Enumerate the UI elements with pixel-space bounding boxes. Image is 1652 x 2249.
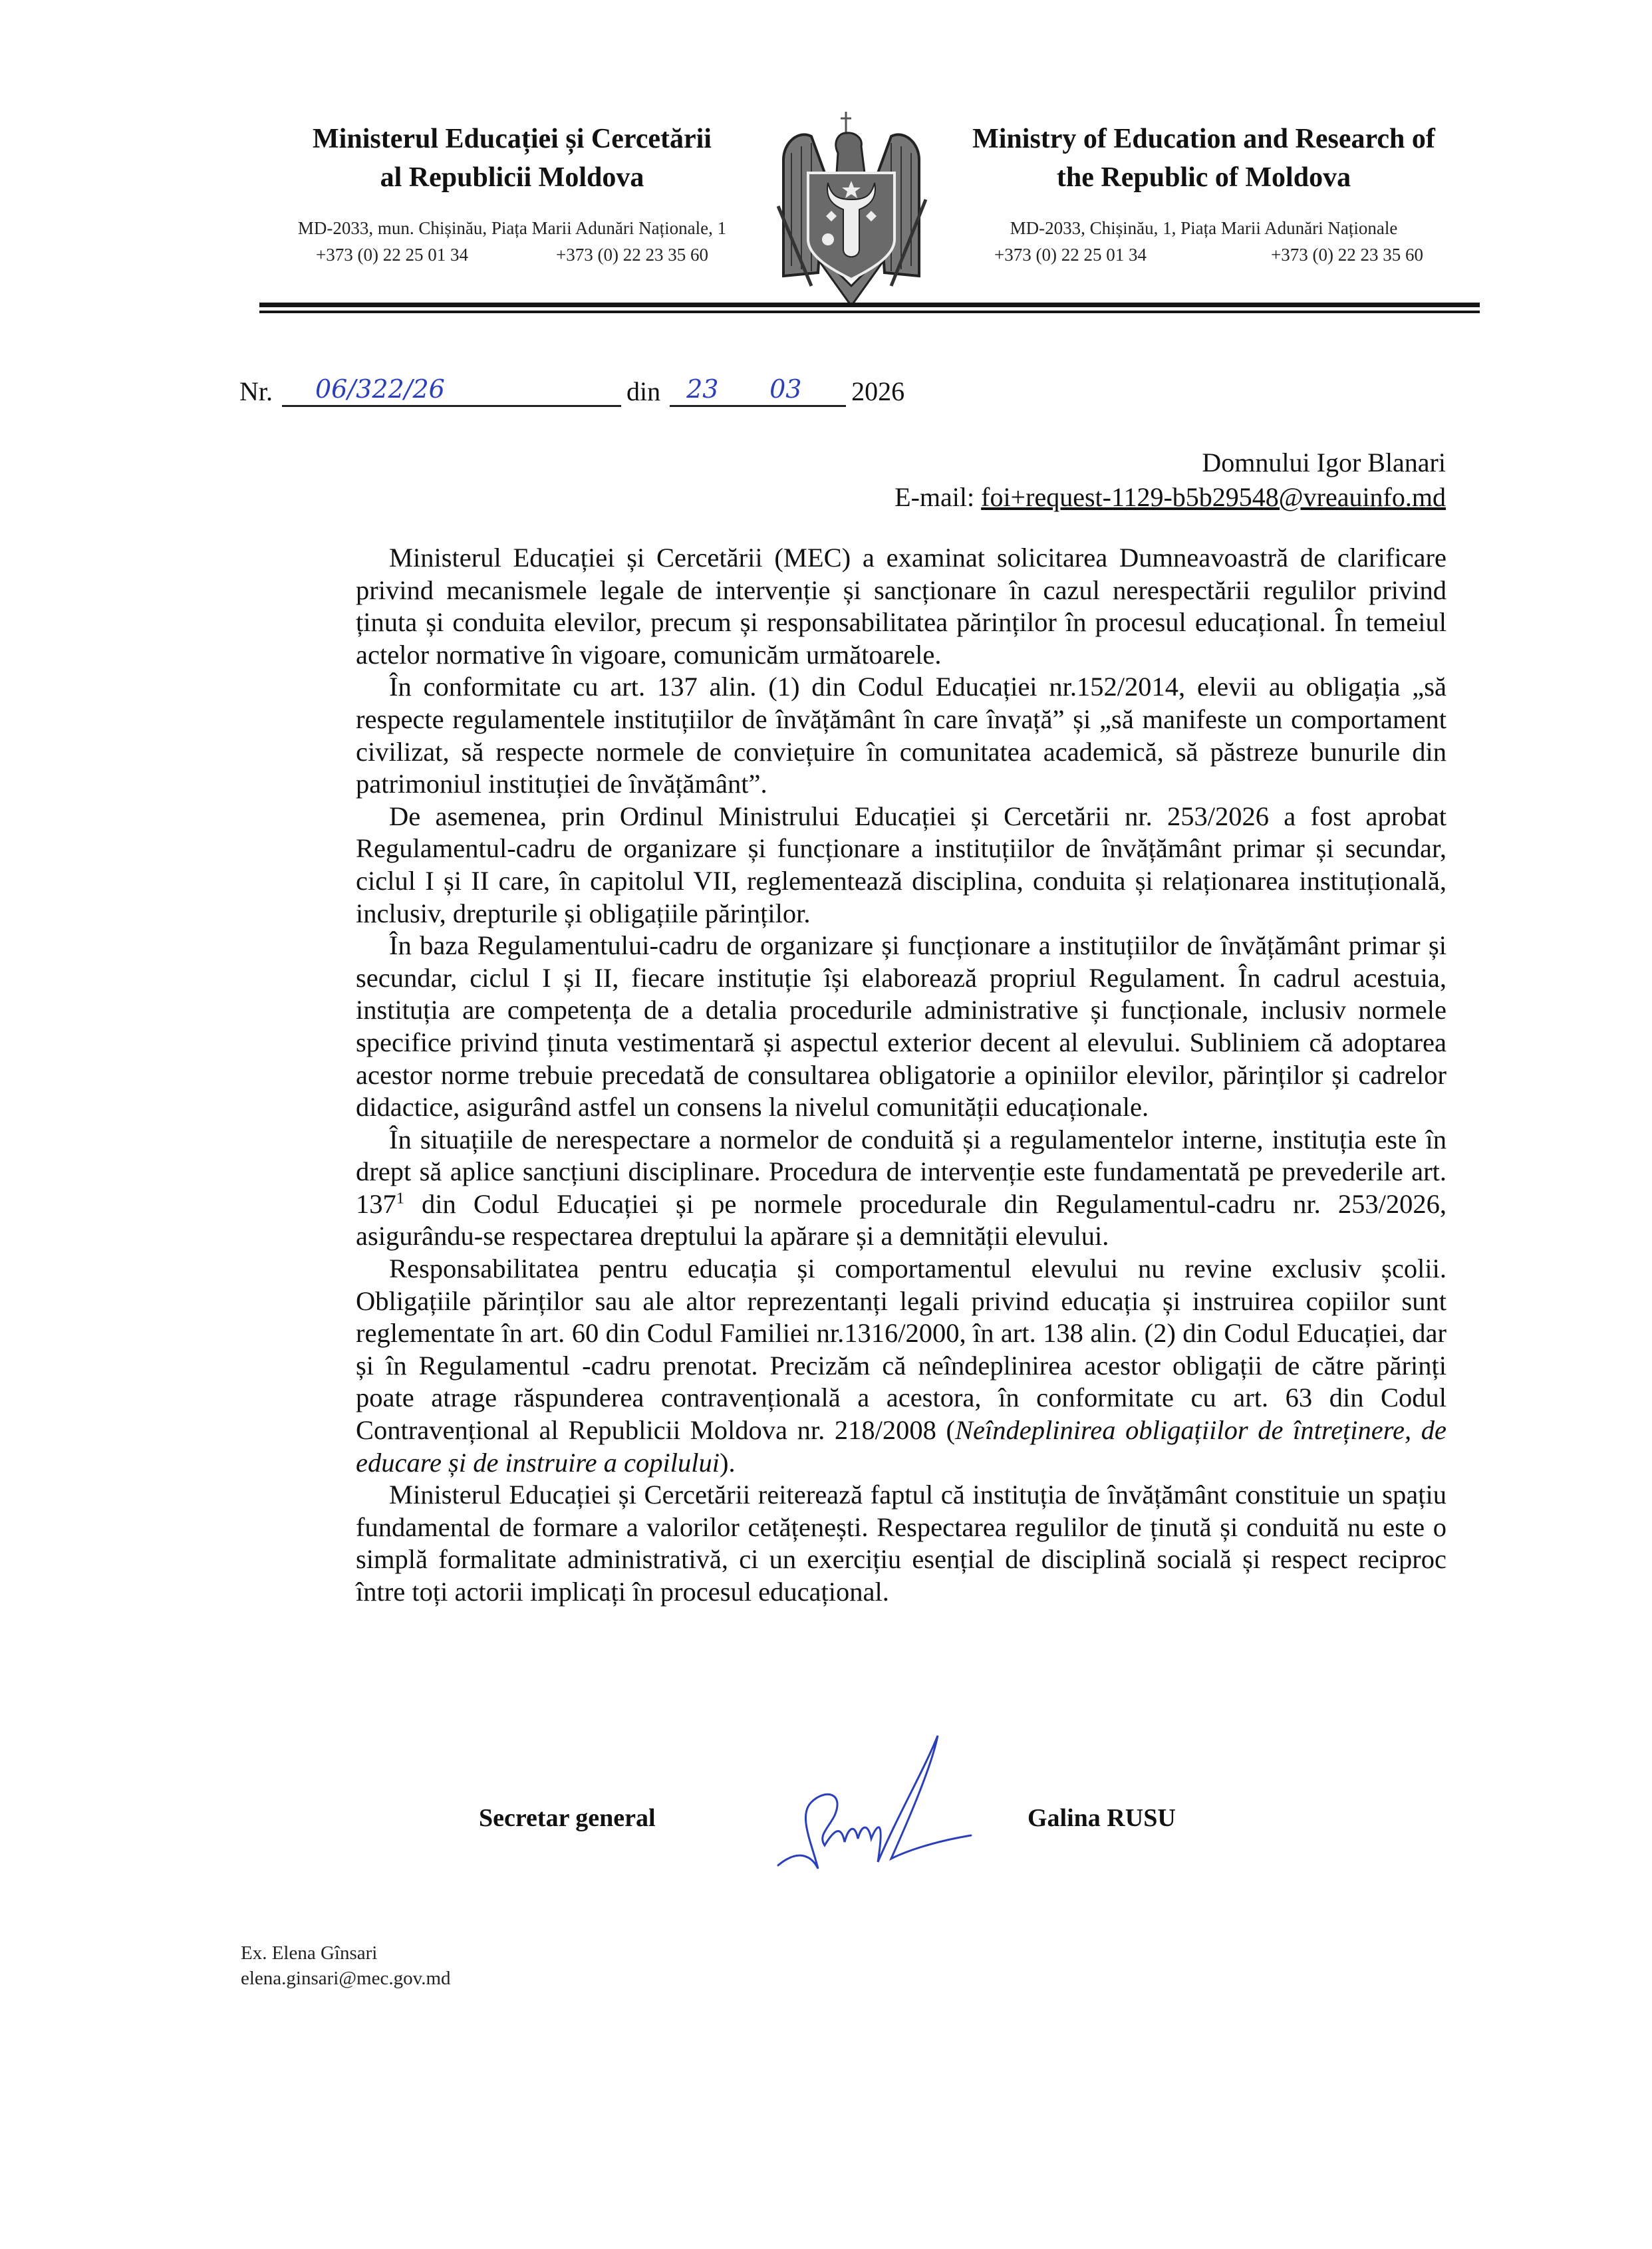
superscript: 1 — [396, 1189, 404, 1208]
header-right — [931, 120, 1476, 265]
recipient-block — [895, 446, 1446, 515]
letter-body — [356, 542, 1446, 1609]
phone-2: +373 (0) 22 23 35 60 — [1271, 245, 1423, 265]
ministry-phones-ro — [253, 245, 771, 265]
paragraph-7: Ministerul Educației și Cercetării reiterează faptul că instituția de învățământ constituie un spațiu fundamental de formare a valorilor cetățenești. Respectarea regulilor de ținută și conduită nu este o simplă formalitate administrativă, ci un exercițiu esențial de disciplină socială și respect reciproc între toți actorii implicați în procesul educațional. — [356, 1480, 1446, 1607]
ministry-name-ro-line1: Ministerul Educației și Cercetării — [313, 124, 712, 154]
document-reference — [239, 376, 904, 407]
ministry-name-en-line1: Ministry of Education and Research of — [972, 124, 1435, 154]
din-label: din — [626, 376, 661, 406]
email-label: E-mail: — [895, 482, 975, 512]
date-field — [670, 376, 846, 407]
ministry-phones-en — [931, 245, 1476, 265]
signatory-name: Galina RUSU — [1028, 1804, 1176, 1832]
paragraph-3: De asemenea, prin Ordinul Ministrului Educației și Cercetării nr. 253/2026 a fost aprobat Regulamentul-cadru de organizare și funcționare a instituțiilor de învățământ primar și secundar, ciclul I și II care, în capitolul VII, reglementează disciplina, conduita și relaționarea instituțională, inclusiv, drepturile și obligațiile părinților. — [356, 801, 1446, 928]
header-divider-thick — [259, 303, 1480, 307]
recipient-email-link[interactable]: foi+request-1129-b5b29548@vreauinfo.md — [981, 482, 1446, 512]
italic-citation: Neîndeplinirea obligațiilor de întreținere, de educare și de instruire a copilului — [356, 1415, 1446, 1478]
paragraph-1: Ministerul Educației și Cercetării (MEC) a examinat solicitarea Dumneavoastră de clarificare privind mecanismele legale de intervenție și sancționare în cazul nerespectării regulilor privind ținuta și conduita elevilor, precum și responsabilitatea părinților în procesul educațional. În temeiul actelor normative în vigoare, comunicăm următoarele. — [356, 543, 1446, 670]
paragraph-6: Responsabilitatea pentru educația și comportamentul elevului nu revine exclusiv școlii. Obligațiile părinților sau ale altor reprezentanți legali privind educația și instruirea copiilor sunt reglementate în art. 60 din Codul Familiei nr.1316/2000, în art. 138 alin. (2) din Codul Educației, dar și în Regulamentul -cadru prenotat. Precizăm că neîndeplinirea acestor obligații de către părinți poate atrage răspunderea contravențională a acestora, în conformitate cu art. 63 din Codul Contravențional al Republicii Moldova nr. 218/2008 (Neîndeplinirea obligațiilor de întreținere, de educare și de instruire a copilului). — [356, 1254, 1446, 1478]
signatory-position: Secretar general — [479, 1804, 656, 1832]
paragraph-2: În conformitate cu art. 137 alin. (1) din Codul Educației nr.152/2014, elevii au obligația „să respecte regulamentele instituțiilor de învățământ în care învață” și „să manifeste un comportament civilizat, să respecte normele de conviețuire în comunitatea academică, să păstreze bunurile din patrimoniul instituției de învățământ”. — [356, 672, 1446, 799]
executor-block — [241, 1940, 451, 1991]
ministry-address-ro: MD-2033, mun. Chișinău, Piața Marii Adunări Naționale, 1 — [297, 218, 727, 238]
phone-1: +373 (0) 22 25 01 34 — [316, 245, 468, 265]
nr-field — [282, 376, 621, 407]
date-year: 2026 — [851, 376, 905, 406]
recipient-email-line — [895, 480, 1446, 515]
date-month: 03 — [769, 374, 802, 404]
header-divider-thin — [259, 311, 1480, 313]
executor-email: elena.ginsari@mec.gov.md — [241, 1968, 451, 1989]
nr-label: Nr. — [239, 376, 273, 406]
ministry-name-en-line2: the Republic of Moldova — [1056, 162, 1351, 193]
phone-2: +373 (0) 22 23 35 60 — [556, 245, 708, 265]
paragraph-4: În baza Regulamentului-cadru de organizare și funcționare a instituțiilor de învățământ primar și secundar, ciclul I și II, fiecare instituție își elaborează propriul Regulament. În cadrul acestuia, instituția are competența de a detalia procedurile administrative și funcționale, inclusiv normele specifice privind ținuta vestimentară și aspectul exterior decent al elevului. Subliniem că adoptarea acestor norme trebuie precedată de consultarea obligatorie a opiniilor elevilor, părinților și cadrelor didactice, asigurând astfel un consens la nivelul comunității educaționale. — [356, 930, 1446, 1123]
ministry-name-ro-line2: al Republicii Moldova — [380, 162, 644, 193]
ministry-address-en: MD-2033, Chișinău, 1, Piața Marii Adunări Naționale — [1010, 218, 1398, 238]
paragraph-5: În situațiile de nerespectare a normelor de conduită și a regulamentelor interne, instituția este în drept să aplice sancțiuni disciplinare. Procedura de intervenție este fundamentată pe prevederile art. $137^1$ din Codul Educației și pe normele procedurale din Regulamentul-cadru nr. 253/2026, asigurându-se respectarea dreptului la apărare și a demnității elevului. — [356, 1124, 1446, 1252]
recipient-name: Domnului Igor Blanari — [1202, 448, 1446, 477]
date-day: 23 — [686, 374, 719, 404]
executor-name: Ex. Elena Gînsari — [241, 1942, 378, 1964]
handwritten-signature-icon — [771, 1729, 1037, 1875]
phone-1: +373 (0) 22 25 01 34 — [994, 245, 1147, 265]
moldova-coat-of-arms-icon — [771, 106, 931, 306]
header-left — [253, 120, 771, 265]
nr-handwritten-value: 06/322/26 — [315, 374, 445, 404]
